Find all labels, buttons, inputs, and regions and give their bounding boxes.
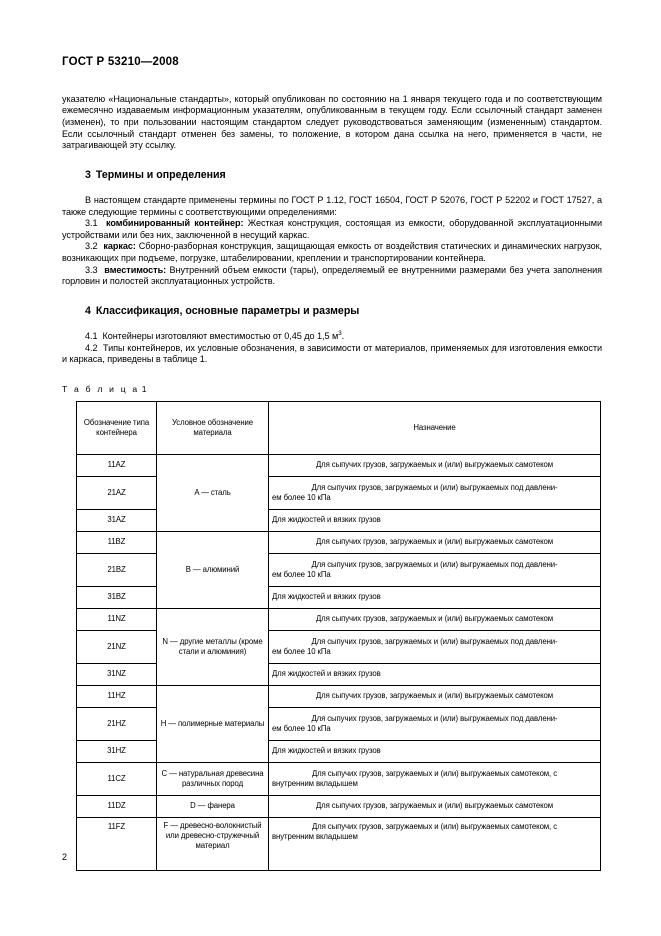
classification-table bbox=[76, 401, 601, 871]
term-3-2-name: каркас: bbox=[103, 241, 136, 252]
table-row bbox=[77, 817, 601, 870]
cell-purpose-line1: Для сыпучих грузов, загружаемых и (или) выгружаемых самотеком, с bbox=[311, 768, 557, 778]
cell-purpose-line1: Для сыпучих грузов, загружаемых и (или) выгружаемых под давлени- bbox=[311, 713, 558, 723]
cell-material: F — древесно-волокнистый или древесно-стружечный материал bbox=[157, 817, 269, 870]
table-caption-label: Т а б л и ц а bbox=[62, 383, 140, 394]
cell-purpose: Для жидкостей и вязких грузов bbox=[269, 509, 601, 531]
section-3-lead: В настоящем стандарте применены термины по ГОСТ Р 1.12, ГОСТ 16504, ГОСТ Р 52076, ГОСТ Р 52202 и ГОСТ 17527, а также следующие термины с соответствующими определениями: bbox=[62, 195, 602, 217]
table-row bbox=[77, 630, 601, 663]
table-row bbox=[77, 707, 601, 740]
cell-purpose-line2: ем более 10 кПа bbox=[272, 569, 331, 579]
clause-4-2 bbox=[62, 343, 602, 366]
table-body bbox=[77, 454, 601, 870]
term-3-3 bbox=[62, 265, 602, 288]
table-row bbox=[77, 663, 601, 685]
term-3-3-number: 3.3 bbox=[85, 264, 98, 275]
table-caption bbox=[62, 384, 602, 394]
section-4-heading bbox=[62, 305, 602, 318]
cell-material: N — другие металлы (кроме стали и алюминия) bbox=[157, 608, 269, 685]
cell-purpose-line2: внутренним вкладышем bbox=[272, 778, 358, 788]
table-row bbox=[77, 476, 601, 509]
cell-purpose bbox=[269, 762, 601, 795]
term-3-1 bbox=[62, 218, 602, 241]
table-row bbox=[77, 586, 601, 608]
cell-purpose bbox=[269, 707, 601, 740]
table-row bbox=[77, 762, 601, 795]
cubic-meter-superscript: 3 bbox=[338, 329, 342, 337]
table-row bbox=[77, 454, 601, 476]
page-content bbox=[62, 56, 602, 871]
table-header-purpose: Назначение bbox=[269, 401, 601, 454]
cell-type-code: 11CZ bbox=[77, 762, 157, 795]
page-number: 2 bbox=[62, 852, 68, 862]
section-3-heading bbox=[62, 169, 602, 182]
clause-4-1-text-after: . bbox=[341, 330, 345, 341]
cell-type-code: 21AZ bbox=[77, 476, 157, 509]
table-row bbox=[77, 531, 601, 553]
term-3-3-name: вместимость: bbox=[104, 264, 167, 275]
cell-purpose: Для сыпучих грузов, загружаемых и (или) выгружаемых самотеком bbox=[269, 531, 601, 553]
cell-purpose: Для жидкостей и вязких грузов bbox=[269, 740, 601, 762]
cell-type-code: 21BZ bbox=[77, 553, 157, 586]
clause-4-1-text: Контейнеры изготовляют вместимостью от 0,45 до 1,5 м bbox=[102, 330, 339, 341]
clause-4-1-number: 4.1 bbox=[85, 330, 98, 341]
cell-type-code: 11HZ bbox=[77, 685, 157, 707]
table-row bbox=[77, 509, 601, 531]
section-4-title: Классификация, основные параметры и размеры bbox=[95, 304, 360, 317]
cell-purpose-line1: Для сыпучих грузов, загружаемых и (или) выгружаемых под давлени- bbox=[311, 559, 558, 569]
table-row bbox=[77, 553, 601, 586]
clause-4-1 bbox=[62, 331, 602, 343]
cell-purpose: Для сыпучих грузов, загружаемых и (или) выгружаемых самотеком bbox=[269, 795, 601, 817]
section-3-number: 3 bbox=[85, 168, 91, 181]
cell-type-code: 21NZ bbox=[77, 630, 157, 663]
cell-purpose: Для сыпучих грузов, загружаемых и (или) выгружаемых самотеком bbox=[269, 454, 601, 476]
cell-purpose: Для сыпучих грузов, загружаемых и (или) выгружаемых самотеком bbox=[269, 685, 601, 707]
cell-type-code: 11AZ bbox=[77, 454, 157, 476]
cell-type-code: 11NZ bbox=[77, 608, 157, 630]
table-caption-number: 1 bbox=[141, 383, 147, 394]
intro-paragraph: указателю «Национальные стандарты», который опубликован по состоянию на 1 января текущего года и по соответствующим ежемесячно издаваемым информационным указателям, опубликованным в текущем году. Если ссылочный стандарт заменен (изменен), то при пользовании настоящим стандартом следует руководствоваться заменяющим (измененным) стандартом. Если ссылочный стандарт отменен без замены, то положение, в котором дана ссылка на него, применяется в части, не затрагивающей эту ссылку. bbox=[62, 93, 602, 151]
term-3-1-number: 3.1 bbox=[85, 218, 98, 229]
cell-purpose: Для сыпучих грузов, загружаемых и (или) выгружаемых самотеком bbox=[269, 608, 601, 630]
cell-material: D — фанера bbox=[157, 795, 269, 817]
table-row bbox=[77, 795, 601, 817]
table-row bbox=[77, 740, 601, 762]
cell-purpose-line2: ем более 10 кПа bbox=[272, 492, 331, 502]
cell-material: C — натуральная древесина различных пород bbox=[157, 762, 269, 795]
clause-4-2-number: 4.2 bbox=[85, 342, 98, 353]
term-3-1-definition: Жесткая конструкция, состоящая из емкости, оборудованной эксплуатационными устройствами или без них, заключенной в несущий каркас. bbox=[62, 218, 602, 240]
table-header-row bbox=[77, 401, 601, 454]
table-row bbox=[77, 685, 601, 707]
cell-material: B — алюминий bbox=[157, 531, 269, 608]
cell-type-code: 31HZ bbox=[77, 740, 157, 762]
cell-purpose bbox=[269, 476, 601, 509]
cell-material: H — полимерные материалы bbox=[157, 685, 269, 762]
cell-purpose bbox=[269, 553, 601, 586]
term-3-2-definition: Сборно-разборная конструкция, защищающая емкость от воздействия статических и динамических нагрузок, возникающих при подъеме, погрузке, штабелировании, креплении и транспортировании контейнера. bbox=[62, 241, 603, 263]
cell-type-code: 11DZ bbox=[77, 795, 157, 817]
term-3-2 bbox=[62, 241, 602, 264]
cell-purpose: Для жидкостей и вязких грузов bbox=[269, 586, 601, 608]
cell-type-code: 31AZ bbox=[77, 509, 157, 531]
document-header: ГОСТ Р 53210—2008 bbox=[62, 56, 179, 68]
clause-4-2-text: Типы контейнеров, их условные обозначения, в зависимости от материалов, применяемых для изготовления емкости и каркаса, приведены в таблице 1. bbox=[62, 342, 602, 365]
cell-purpose bbox=[269, 630, 601, 663]
cell-type-code: 11FZ bbox=[77, 817, 157, 870]
cell-purpose-line1: Для сыпучих грузов, загружаемых и (или) выгружаемых самотеком, с bbox=[311, 821, 557, 831]
term-3-2-number: 3.2 bbox=[85, 241, 98, 252]
term-3-1-name: комбинированный контейнер: bbox=[106, 218, 244, 229]
cell-purpose bbox=[269, 817, 601, 870]
table-header-material-designation: Условное обозначение материала bbox=[157, 401, 269, 454]
cell-type-code: 21HZ bbox=[77, 707, 157, 740]
table-header-type-designation: Обозначение типа контейнера bbox=[77, 401, 157, 454]
section-4-number: 4 bbox=[85, 304, 91, 317]
cell-material: A — сталь bbox=[157, 454, 269, 531]
cell-purpose-line2: ем более 10 кПа bbox=[272, 723, 331, 733]
table-row bbox=[77, 608, 601, 630]
cell-type-code: 31BZ bbox=[77, 586, 157, 608]
section-3-title: Термины и определения bbox=[95, 168, 226, 181]
cell-type-code: 31NZ bbox=[77, 663, 157, 685]
cell-purpose-line2: ем более 10 кПа bbox=[272, 646, 331, 656]
term-3-3-definition: Внутренний объем емкости (тары), определяемый ее внутренними размерами без учета заполнения горловин и полостей эксплуатационных устройств. bbox=[62, 264, 603, 287]
cell-purpose-line1: Для сыпучих грузов, загружаемых и (или) выгружаемых под давлени- bbox=[311, 482, 558, 492]
cell-type-code: 11BZ bbox=[77, 531, 157, 553]
cell-purpose: Для жидкостей и вязких грузов bbox=[269, 663, 601, 685]
cell-purpose-line1: Для сыпучих грузов, загружаемых и (или) выгружаемых под давлени- bbox=[311, 636, 558, 646]
cell-purpose-line2: внутренним вкладышем bbox=[272, 831, 358, 841]
